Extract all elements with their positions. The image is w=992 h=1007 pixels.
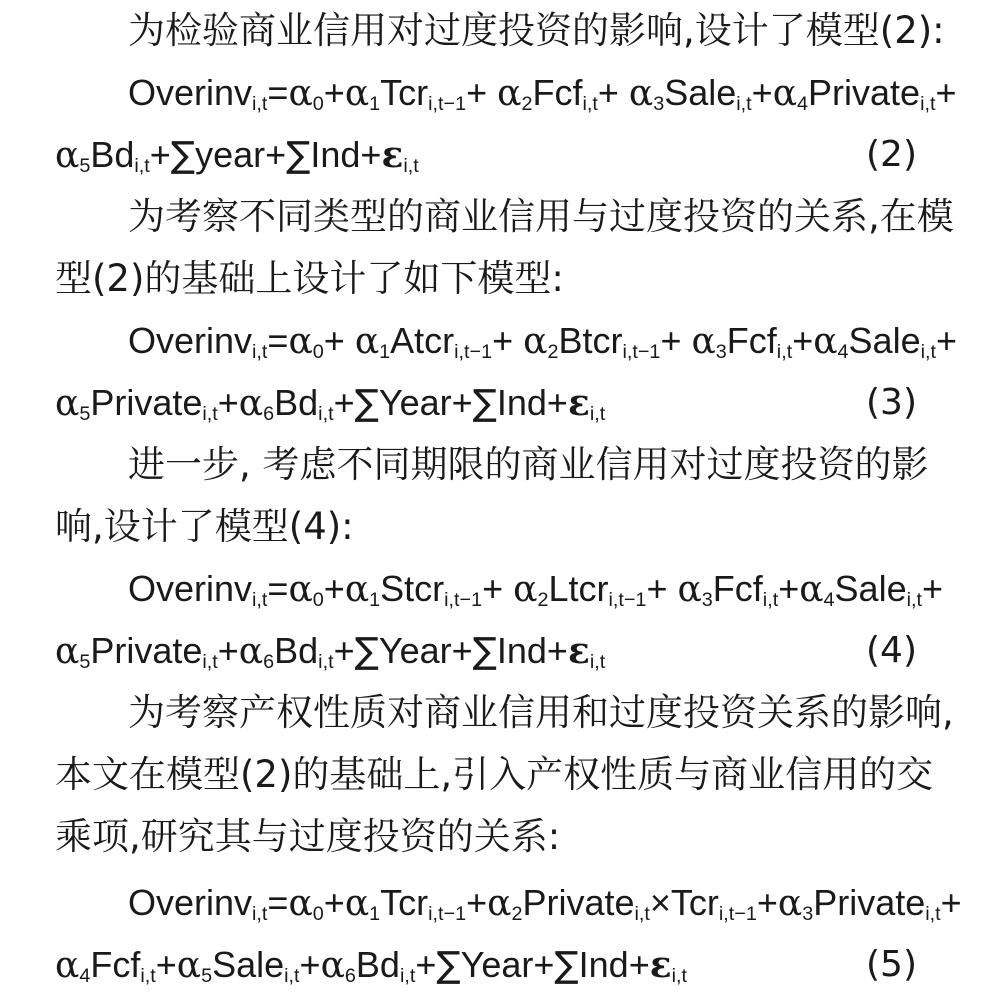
formula-term: Atcr — [390, 320, 455, 361]
formula-term: Ind+ — [496, 382, 568, 423]
subscript: i,t−1 — [718, 902, 757, 925]
subscript: 2 — [537, 588, 549, 611]
greek-alpha: α — [344, 73, 370, 114]
formula-term: Fcf — [712, 568, 763, 609]
subscript: i,t — [202, 402, 218, 425]
subscript: i,t — [906, 588, 922, 611]
formula-term: Sale — [848, 320, 921, 361]
equation-2-line-1-content — [0, 72, 956, 113]
formula-term: Fcf — [90, 944, 141, 985]
greek-epsilon: ε — [567, 630, 590, 672]
subscript: i,t — [920, 92, 936, 115]
formula-term: Ind+ — [310, 134, 382, 175]
formula-term: Stcr — [380, 568, 445, 609]
paragraph-model-4-line-2: 响,设计了模型(4): — [55, 505, 354, 548]
greek-alpha: α — [777, 883, 803, 924]
formula-term: = — [267, 72, 289, 113]
greek-alpha: α — [772, 73, 797, 114]
greek-alpha: α — [677, 569, 702, 610]
subscript: 0 — [312, 588, 324, 611]
equation-2-line-2-content — [0, 134, 419, 175]
formula-term: + — [922, 568, 944, 609]
formula-term: Fcf — [726, 320, 777, 361]
greek-alpha: α — [344, 883, 370, 924]
subscript: i,t — [403, 154, 419, 177]
formula-term: + — [466, 72, 498, 113]
equation-number-4: (4) — [866, 630, 917, 671]
subscript: 0 — [312, 340, 324, 363]
formula-term: + — [778, 568, 800, 609]
subscript: 5 — [79, 402, 91, 425]
subscript: i,t — [399, 964, 416, 987]
equation-3-line-2-content — [0, 382, 605, 423]
formula-term: + — [323, 320, 355, 361]
greek-alpha: α — [55, 383, 80, 424]
subscript: 3 — [802, 902, 814, 925]
summation-sign: ∑ — [170, 135, 196, 176]
summation-sign: ∑ — [472, 631, 497, 672]
formula-term: = — [267, 568, 289, 609]
greek-alpha: α — [628, 73, 654, 114]
greek-alpha: α — [288, 73, 313, 114]
formula-term: + — [940, 882, 962, 923]
equation-3-line-2 — [0, 372, 992, 434]
formula-term: + — [217, 630, 239, 671]
subscript: i,t — [318, 650, 334, 673]
subscript: 6 — [263, 402, 275, 425]
greek-alpha: α — [344, 569, 370, 610]
greek-alpha: α — [288, 883, 313, 924]
equation-number-2: (2) — [866, 134, 917, 175]
subscript: 1 — [369, 92, 381, 115]
summation-sign: ∑ — [286, 135, 311, 176]
subscript: i,t — [582, 92, 598, 115]
formula-term: Private — [813, 882, 926, 923]
greek-alpha: α — [55, 945, 80, 986]
formula-term: Overinv — [128, 568, 253, 609]
formula-term: + — [466, 882, 488, 923]
greek-alpha: α — [513, 569, 538, 610]
subscript: i,t−1 — [428, 92, 467, 115]
equation-4-line-2 — [0, 620, 992, 682]
formula-term: + — [155, 944, 177, 985]
subscript: i,t — [776, 340, 793, 363]
subscript: 0 — [312, 902, 324, 925]
paragraph-model-3-line-1: 为考察不同类型的商业信用与过度投资的关系,在模 — [128, 195, 954, 238]
formula-term: Tcr — [380, 882, 429, 923]
subscript: i,t — [925, 902, 941, 925]
greek-alpha: α — [813, 321, 838, 362]
formula-term: Ind+ — [496, 630, 568, 671]
paragraph-model-4-line-1: 进一步, 考虑不同期限的商业信用对过度投资的影 — [128, 443, 929, 486]
formula-term: Private — [90, 630, 203, 671]
subscript: i,t — [920, 340, 936, 363]
paragraph-intro-model-2: 为检验商业信用对过度投资的影响,设计了模型(2): — [128, 9, 945, 52]
subscript: 2 — [547, 340, 559, 363]
formula-term: + — [936, 320, 958, 361]
formula-term: = — [267, 320, 289, 361]
formula-term: = — [267, 882, 289, 923]
subscript: i,t−1 — [608, 588, 647, 611]
subscript: 1 — [379, 340, 391, 363]
formula-term: Tcr — [380, 72, 429, 113]
greek-alpha: α — [55, 135, 80, 176]
paragraph-model-5-line-2: 本文在模型(2)的基础上,引入产权性质与商业信用的交 — [55, 753, 934, 796]
formula-term: Private — [522, 882, 635, 923]
formula-term: Bd — [274, 382, 319, 423]
formula-term: year+ — [195, 134, 287, 175]
formula-term: + — [597, 72, 629, 113]
subscript: i,t — [671, 964, 688, 987]
subscript: i,t−1 — [444, 588, 483, 611]
subscript: 1 — [369, 902, 381, 925]
subscript: 3 — [701, 588, 713, 611]
subscript: i,t — [252, 340, 268, 363]
summation-sign: ∑ — [354, 631, 379, 672]
paragraph-model-3-line-2: 型(2)的基础上设计了如下模型: — [55, 257, 564, 300]
formula-term: Year+ — [378, 630, 473, 671]
greek-alpha: α — [320, 945, 345, 986]
formula-term: + — [482, 568, 514, 609]
subscript: 4 — [797, 92, 809, 115]
formula-term: + — [299, 944, 321, 985]
formula-term: Sale — [664, 72, 737, 113]
greek-alpha: α — [354, 321, 380, 362]
greek-alpha: α — [487, 883, 512, 924]
subscript: i,t — [284, 964, 300, 987]
equation-5-line-2 — [0, 934, 992, 996]
formula-term: + — [217, 382, 239, 423]
paragraph-model-5-line-3: 乘项,研究其与过度投资的关系: — [55, 815, 561, 858]
formula-term: Overinv — [128, 72, 253, 113]
formula-term: + — [935, 72, 957, 113]
formula-term: + — [415, 944, 437, 985]
formula-term: Btcr — [558, 320, 623, 361]
subscript: 5 — [79, 650, 91, 673]
formula-term: Overinv — [128, 320, 253, 361]
formula-term: + — [751, 72, 773, 113]
subscript: 3 — [653, 92, 665, 115]
formula-term: + — [492, 320, 524, 361]
formula-term: + — [646, 568, 678, 609]
formula-term: + — [792, 320, 814, 361]
subscript: i,t — [589, 650, 606, 673]
formula-term: Overinv — [128, 882, 253, 923]
summation-sign: ∑ — [436, 945, 461, 986]
equation-2-line-2 — [0, 124, 992, 186]
subscript: 4 — [79, 964, 91, 987]
summation-sign: ∑ — [354, 383, 379, 424]
subscript: 5 — [79, 154, 91, 177]
greek-alpha: α — [238, 631, 264, 672]
equation-4-line-1 — [0, 558, 992, 620]
subscript: 2 — [511, 902, 523, 925]
subscript: 1 — [369, 588, 381, 611]
greek-alpha: α — [288, 569, 313, 610]
subscript: i,t — [736, 92, 752, 115]
equation-4-line-1-content — [0, 568, 943, 609]
subscript: 6 — [344, 964, 356, 987]
greek-alpha: α — [176, 945, 202, 986]
greek-epsilon: ε — [381, 134, 404, 176]
greek-alpha: α — [497, 73, 522, 114]
equation-5-line-1 — [0, 872, 992, 934]
subscript: i,t — [202, 650, 218, 673]
subscript: 6 — [263, 650, 275, 673]
formula-term: + — [756, 882, 778, 923]
formula-term: Bd — [90, 134, 135, 175]
equation-5-line-2-content — [0, 944, 687, 985]
greek-alpha: α — [238, 383, 264, 424]
subscript: i,t — [318, 402, 334, 425]
formula-term: Private — [808, 72, 921, 113]
formula-term: Year+ — [378, 382, 473, 423]
equation-number-3: (3) — [866, 382, 917, 423]
equation-5-line-1-content — [0, 882, 962, 923]
subscript: i,t — [762, 588, 779, 611]
equation-2-line-1 — [0, 62, 992, 124]
formula-term: Private — [90, 382, 203, 423]
subscript: i,t−1 — [428, 902, 467, 925]
formula-term: Fcf — [532, 72, 583, 113]
subscript: i,t — [134, 154, 150, 177]
paragraph-model-5-line-1: 为考察产权性质对商业信用和过度投资关系的影响, — [128, 691, 954, 734]
subscript: 2 — [521, 92, 533, 115]
formula-term: Year+ — [460, 944, 555, 985]
formula-term: + — [323, 72, 345, 113]
subscript: i,t — [589, 402, 606, 425]
greek-alpha: α — [55, 631, 80, 672]
formula-term: Sale — [212, 944, 285, 985]
subscript: 5 — [201, 964, 213, 987]
formula-term: Ind+ — [578, 944, 650, 985]
formula-term: ×Tcr — [649, 882, 719, 923]
formula-term: + — [660, 320, 692, 361]
subscript: 4 — [837, 340, 849, 363]
summation-sign: ∑ — [554, 945, 579, 986]
equation-4-line-2-content — [0, 630, 605, 671]
equation-3-line-1-content — [0, 320, 957, 361]
subscript: 4 — [823, 588, 835, 611]
greek-epsilon: ε — [567, 382, 590, 424]
summation-sign: ∑ — [472, 383, 497, 424]
greek-alpha: α — [799, 569, 824, 610]
subscript: 0 — [312, 92, 324, 115]
formula-term: Bd — [274, 630, 319, 671]
greek-alpha: α — [523, 321, 548, 362]
greek-epsilon: ε — [649, 944, 672, 986]
formula-term: + — [333, 630, 355, 671]
subscript: i,t — [252, 588, 268, 611]
equation-number-5: (5) — [866, 944, 917, 985]
formula-term: + — [333, 382, 355, 423]
subscript: i,t — [140, 964, 156, 987]
subscript: i,t — [252, 902, 268, 925]
greek-alpha: α — [288, 321, 313, 362]
formula-term: Ltcr — [548, 568, 609, 609]
formula-term: + — [323, 568, 345, 609]
equation-3-line-1 — [0, 310, 992, 372]
subscript: 3 — [715, 340, 727, 363]
formula-term: + — [149, 134, 171, 175]
subscript: i,t−1 — [622, 340, 661, 363]
subscript: i,t — [252, 92, 268, 115]
formula-term: Bd — [355, 944, 400, 985]
subscript: i,t — [634, 902, 650, 925]
formula-term: Sale — [834, 568, 907, 609]
subscript: i,t−1 — [454, 340, 493, 363]
formula-term: + — [323, 882, 345, 923]
greek-alpha: α — [691, 321, 716, 362]
